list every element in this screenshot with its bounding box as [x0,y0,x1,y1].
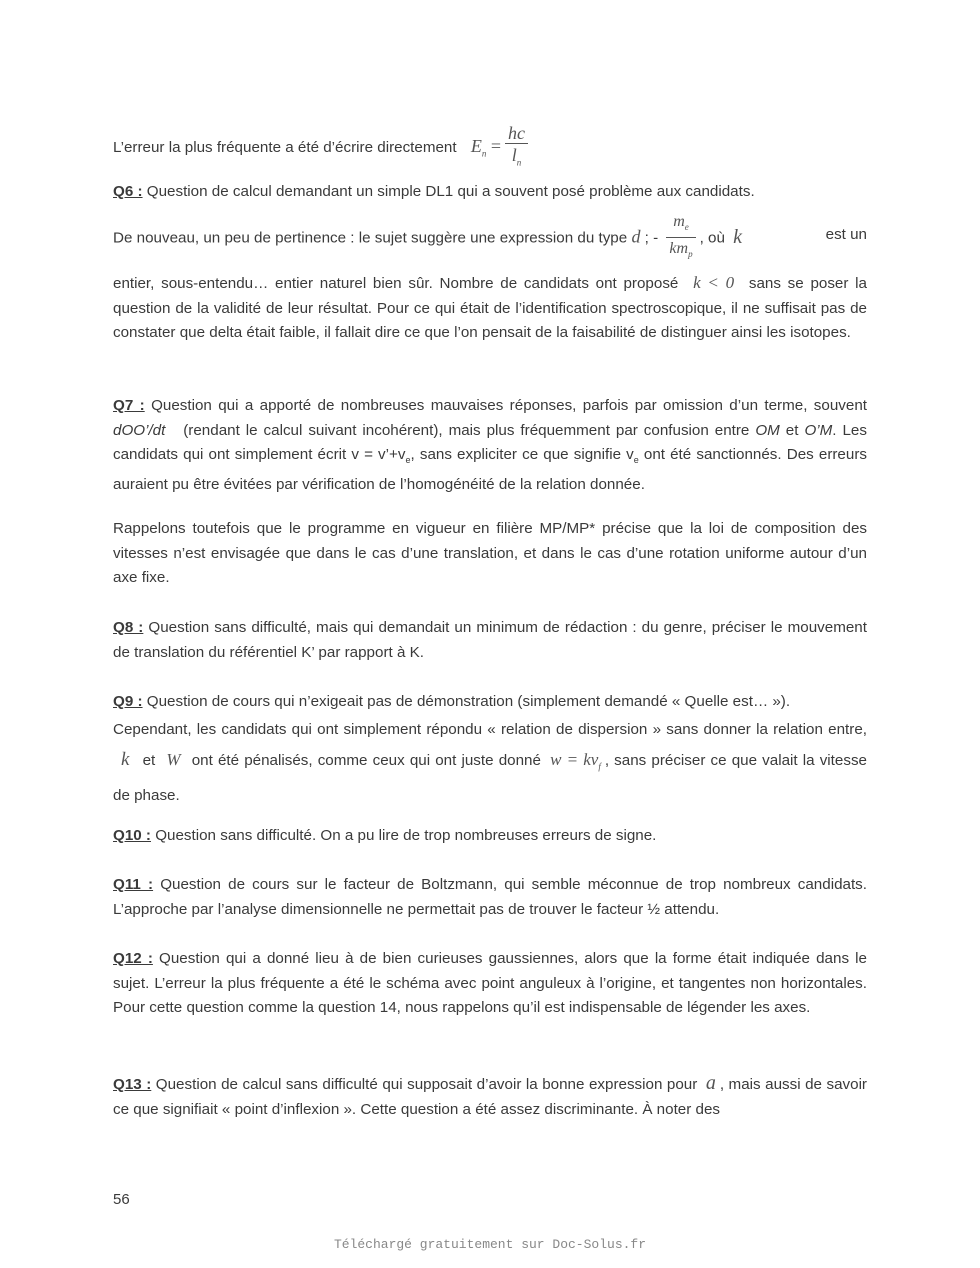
q11-label: Q11 : [113,876,154,893]
dispersion-equation: $w = kv_f$ [550,750,601,772]
mass-ratio-fraction: $\frac{m_e}{km_p}$ [666,212,695,265]
symbol-d: d [631,226,641,247]
download-footer: Téléchargé gratuitement sur Doc-Solus.fr [333,1237,647,1252]
q13-paragraph: Q13 : Question de calcul sans difficulté qui supposait d’avoir la bonne expression pour a , mais aussi de savoir ce que signifiait « point d’inflexion ». Cette question a été assez discriminante. À noter des [113,1072,867,1118]
intro-paragraph [113,118,867,182]
q7-paragraph-1: Q7 : Question qui a apporté de nombreuses mauvaises réponses, parfois par omission d’un terme, souvent dOO’/dt (rendant le calcul suivant incohérent), mais plus fréquemment par confusion entre OM et O’M. Les candidats qui ont simplement écrit $v = v’+v_e$, sans expliciter ce que signifie $v_e$ ont été sanctionnés. Des erreurs auraient pu être évitées par vérification de l’homogénéité de la relation donnée. [113,397,867,493]
q7-label: Q7 : [113,397,145,414]
inequality-k: k < 0 [693,273,735,292]
q8-label: Q8 : [113,619,144,636]
q13-label: Q13 : [113,1076,152,1093]
q10-paragraph: Q10 : Question sans difficulté. On a pu lire de trop nombreuses erreurs de signe. [113,827,657,844]
q12-paragraph: Q12 : Question qui a donné lieu à de bien curieuses gaussiennes, alors que la forme était indiquée dans le sujet. L’erreur la plus fréquente a été le schéma avec point anguleux à l’origine, et tangentes non horizontales. Pour cette question comme la question 14, nous rappelons qu’il est indispensable de légender les axes. [113,950,868,1017]
q9-paragraph-2: Cependant, les candidats qui ont simplement répondu « relation de dispersion » sans donner la relation entre, k et W ont été pénalisés, comme ceux qui ont juste donné $w = kv_f$ , sans préciser ce que valait la vitesse de phase. [113,721,867,805]
q11-paragraph: Q11 : Question de cours sur le facteur de Boltzmann, qui semble méconnue de trop nombreux candidats. L’approche par l’analyse dimensionnelle ne permettait pas de trouver le facteur ½ attendu. [113,876,867,918]
intro-text: L’erreur la plus fréquente a été d’écrire directement [113,139,457,156]
q9-paragraph-1: Q9 : Question de cours qui n’exigeait pas de démonstration (simplement demandé « Quelle est… »). [113,693,791,710]
q9-label: Q9 : [113,693,143,710]
symbol-a: a [705,1072,716,1094]
page-number: 56 [113,1191,130,1208]
q6-label: Q6 : [113,183,143,200]
q7-paragraph-2: Rappelons toutefois que le programme en vigueur en filière MP/MP* précise que la loi de composition des vitesses n’est envisagée que dans le cas d’une translation, et dans le cas d’une rotation uniforme autour d’un axe fixe. [113,520,867,587]
q10-label: Q10 : [113,827,151,844]
q12-label: Q12 : [113,950,153,967]
q8-paragraph: Q8 : Question sans difficulté, mais qui demandait un minimum de rédaction : du genre, préciser le mouvement de translation du référentiel K’ par rapport à K. [113,619,867,661]
q6-paragraph-1: Q6 : Question de calcul demandant un simple DL1 qui a souvent posé problème aux candidats. [113,183,755,200]
q6-paragraph-3: entier, sous-entendu… entier naturel bien sûr. Nombre de candidats ont proposé k < 0 sans se poser la question de la validité de leur résultat. Pour ce qui était de l’identification spectroscopique, il ne suffisait pas de constater que delta était faible, il fallait dire ce que l’on pensait de la faisabilité de distinguer ainsi les isotopes. [113,273,867,342]
symbol-w: W [166,750,181,769]
formula-en: $E_n$ = [470,136,501,159]
q6-paragraph-2: De nouveau, un peu de pertinence : le sujet suggère une expression du type d ; - $\frac{m_e}{km_p}$ , où k est un [113,212,867,265]
symbol-k-2: k [121,749,130,770]
symbol-k: k [733,225,743,248]
formula-fraction: $\frac{hc}{l_n}$ [505,123,528,174]
